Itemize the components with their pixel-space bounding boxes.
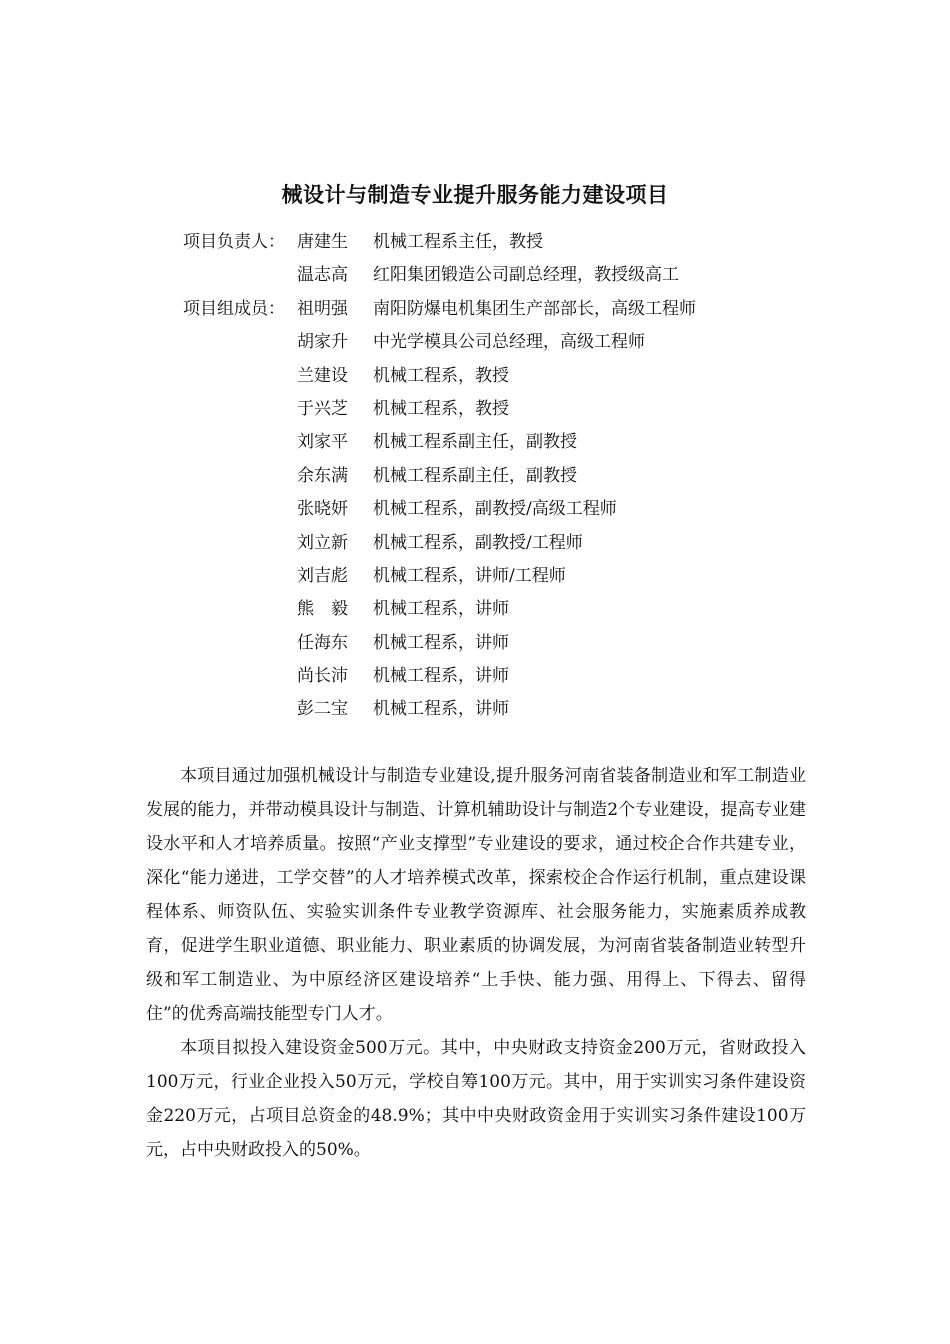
member-role: 机械工程系主任，教授 <box>373 232 543 252</box>
team-row <box>183 660 823 693</box>
member-name: 刘家平 <box>297 432 348 453</box>
project-description <box>146 759 806 1167</box>
team-row <box>183 560 823 593</box>
member-name: 任海东 <box>297 632 348 653</box>
member-role: 南阳防爆电机集团生产部部长，高级工程师 <box>373 298 696 319</box>
team-row <box>183 693 823 726</box>
member-role: 机械工程系副主任，副教授 <box>373 465 577 486</box>
team-row <box>183 360 823 393</box>
member-name: 温志高 <box>297 265 348 286</box>
member-role: 机械工程系，讲师/工程师 <box>373 565 566 586</box>
paragraph-funding: 本项目拟投入建设资金500万元。其中，中央财政支持资金200万元，省财政投入100万元，行业企业投入50万元，学校自筹100万元。其中，用于实训实习条件建设资金220万元，占项目总资金的48.9%；其中中央财政资金用于实训实习条件建设100万元，占中央财政投入的50%。 <box>146 1038 806 1160</box>
team-row <box>183 426 823 459</box>
member-name: 尚长沛 <box>297 666 348 687</box>
members-label: 项目组成员： <box>183 298 285 319</box>
member-name: 于兴芝 <box>297 398 348 419</box>
member-name: 彭二宝 <box>297 699 348 720</box>
member-role: 机械工程系，讲师 <box>373 699 509 720</box>
team-row <box>183 326 823 359</box>
member-name: 兰建设 <box>297 365 348 386</box>
member-name: 唐建生 <box>297 232 348 252</box>
paragraph-overview: 本项目通过加强机械设计与制造专业建设,提升服务河南省装备制造业和军工制造业发展的能力，并带动模具设计与制造、计算机辅助设计与制造2个专业建设，提高专业建设水平和人才培养质量。按照“产业支撑型”专业建设的要求，通过校企合作共建专业，深化“能力递进，工学交替”的人才培养模式改革，探索校企合作运行机制，重点建设课程体系、师资队伍、实验实训条件专业教学资源库、社会服务能力，实施素质养成教育，促进学生职业道德、职业能力、职业素质的协调发展，为河南省装备制造业转型升级和军工制造业、为中原经济区建设培养“上手快、能力强、用得上、下得去、留得住”的优秀高端技能型专门人才。 <box>146 766 806 1024</box>
member-role: 机械工程系，副教授/工程师 <box>373 532 583 553</box>
member-role: 红阳集团锻造公司副总经理，教授级高工 <box>373 265 679 286</box>
member-role: 机械工程系，教授 <box>373 365 509 386</box>
project-team-list <box>183 226 823 727</box>
member-name: 熊毅 <box>297 599 365 620</box>
team-row <box>183 293 823 326</box>
member-role: 机械工程系副主任，副教授 <box>373 432 577 453</box>
team-row <box>183 393 823 426</box>
member-name: 胡家升 <box>297 332 348 353</box>
member-role: 机械工程系，教授 <box>373 398 509 419</box>
member-name: 刘立新 <box>297 532 348 553</box>
member-role: 机械工程系，讲师 <box>373 599 509 620</box>
member-role: 机械工程系，副教授/高级工程师 <box>373 499 617 520</box>
team-row <box>183 493 823 526</box>
team-row <box>183 259 823 292</box>
team-row <box>183 460 823 493</box>
member-name: 祖明强 <box>297 298 348 319</box>
member-role: 机械工程系，讲师 <box>373 666 509 687</box>
member-name: 余东满 <box>297 465 348 486</box>
team-row <box>183 593 823 626</box>
team-row <box>183 527 823 560</box>
member-role: 中光学模具公司总经理，高级工程师 <box>373 332 645 353</box>
member-name: 张晓妍 <box>297 499 348 520</box>
document-title: 械设计与制造专业提升服务能力建设项目 <box>281 183 669 207</box>
member-role: 机械工程系，讲师 <box>373 632 509 653</box>
leaders-label: 项目负责人： <box>183 232 285 252</box>
member-name: 刘吉彪 <box>297 565 348 586</box>
team-row <box>183 226 823 259</box>
team-row <box>183 627 823 660</box>
